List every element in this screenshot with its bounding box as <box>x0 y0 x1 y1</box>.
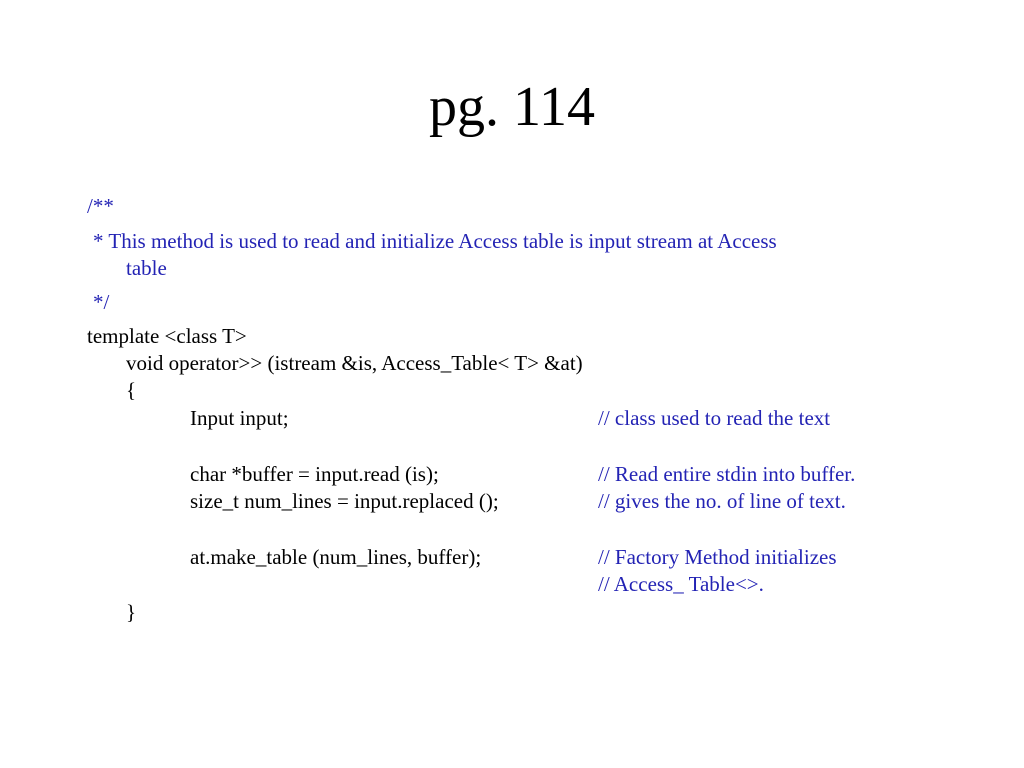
comment-input: // class used to read the text <box>598 406 831 430</box>
close-brace: } <box>126 600 137 624</box>
doc-comment-line-continued: table <box>126 256 167 280</box>
statement-input: Input input; <box>190 406 289 430</box>
comment-make-table: // Factory Method initializes <box>598 545 837 569</box>
doc-comment-open: /** <box>87 194 114 218</box>
statement-make-table: at.make_table (num_lines, buffer); <box>190 545 482 569</box>
function-signature: void operator>> (istream &is, Access_Table< T> &at) <box>126 351 583 375</box>
slide-title: pg. 114 <box>429 76 595 138</box>
statement-buffer: char *buffer = input.read (is); <box>190 462 439 486</box>
doc-comment-line: * This method is used to read and initialize Access table is input stream at Access <box>93 229 777 253</box>
comment-make-table-continued: // Access_ Table<>. <box>598 572 764 596</box>
template-declaration: template <class T> <box>87 324 247 348</box>
comment-buffer: // Read entire stdin into buffer. <box>598 462 856 486</box>
open-brace: { <box>126 378 137 402</box>
comment-num-lines: // gives the no. of line of text. <box>598 489 846 513</box>
statement-num-lines: size_t num_lines = input.replaced (); <box>190 489 499 513</box>
doc-comment-close: */ <box>93 290 110 314</box>
